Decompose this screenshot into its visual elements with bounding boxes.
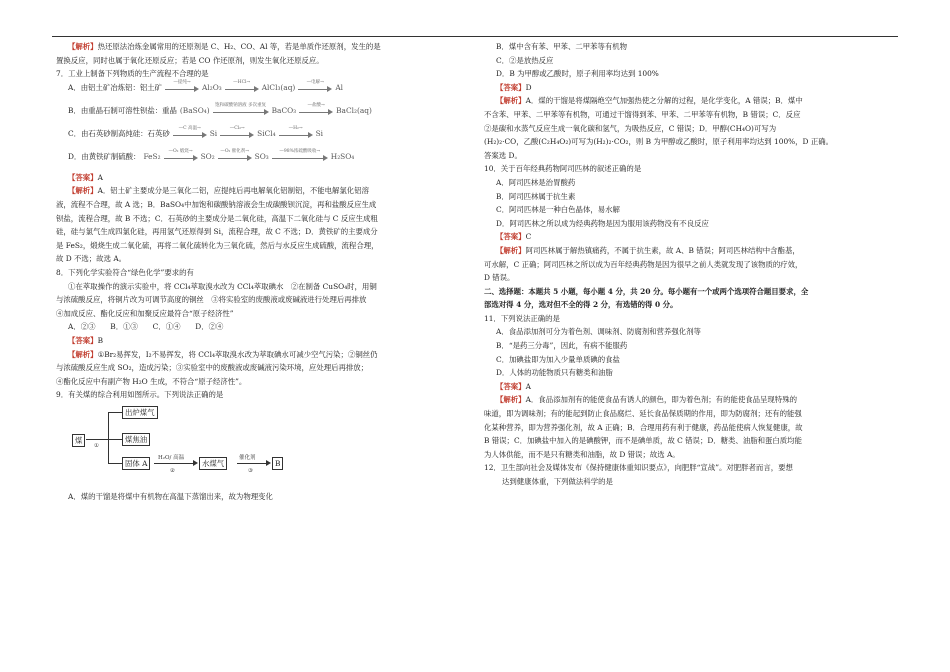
q7-option-a: A．由铝土矿冶炼铝：铝土矿 —提纯→ Al₂O₃ —HCl→ AlCl₃(aq) —电解→ Al xyxy=(68,79,344,92)
q11-analysis-line: 【解析】A．食品添加剂有的能使食品有诱人的颜色，即为着色剂；有的能使食品呈现特殊的 xyxy=(496,395,797,405)
question-8-stem: 8．下列化学实验符合“绿色化学”要求的有 xyxy=(56,267,194,277)
section-2-heading: 部选对得 4 分，选对但不全的得 2 分，有选错的得 0 分。 xyxy=(484,300,678,310)
q11-analysis-line: 化某种营养，即为营养强化剂，故 A 正确；B．合理用药有利于健康，药品能使病人恢复健康，故 xyxy=(484,422,803,432)
q9-option-a: A．煤的干馏是将煤中有机物在高温下蒸馏出来，故为物理变化 xyxy=(68,491,273,501)
water-gas-box: 水煤气 xyxy=(199,457,227,470)
reaction-arrow: —C 高温→ xyxy=(173,129,207,139)
reaction-arrow: —提纯→ xyxy=(165,83,199,93)
q9-option-b: B．煤中含有苯、甲苯、二甲苯等有机物 xyxy=(496,42,628,51)
q11-option-a: A．食品添加剂可分为着色剂、调味剂、防腐剂和营养强化剂等 xyxy=(496,327,701,337)
q9-answer: 【答案】D xyxy=(496,82,532,92)
arrow-head xyxy=(266,460,271,466)
reaction-arrow: —98%浓硫酸吸收→ xyxy=(272,152,328,162)
q8-options: A．②③ B．①③ C．①④ D．②④ xyxy=(68,322,224,332)
q10-option-a: A．阿司匹林是治胃酸药 xyxy=(496,177,576,187)
q7-analysis-line: 故 D 不选；故选 A。 xyxy=(56,254,127,264)
connector-line xyxy=(108,439,122,440)
q9-analysis-line: 答案选 D。 xyxy=(484,150,522,160)
q8-answer: 【答案】B xyxy=(68,335,104,345)
q11-analysis-line: 味道，即为调味剂；有的能起到防止食品腐烂、延长食品保质期的作用，即为防腐剂；还有的能强 xyxy=(484,409,802,419)
q9-analysis-line: (H₂)₂·CO，乙酸(C₂H₄O₂)可写为(H₂)₂·CO₂，则 B 为甲醇或乙酸时，原子利用率均达到 100%，D 正确。 xyxy=(484,137,834,147)
reaction-arrow: 饱和碳酸钠溶液 多次重复 xyxy=(213,106,269,116)
q9-analysis-line: 【解析】A．煤的干馏是将煤隔绝空气加强热使之分解的过程，是化学变化，A 错误；B．煤中 xyxy=(496,96,803,106)
q10-option-d: D．阿司匹林之所以成为经典药物是因为服用该药物没有不良反应 xyxy=(496,218,709,228)
q7-option-d: D．由黄铁矿制硫酸： FeS₂ —O₂ 煅烧→ SO₂ —O₂ 催化剂→ SO₃ —98%浓硫酸吸收→ H₂SO₄ xyxy=(68,148,355,161)
q7-analysis-line: 是 FeS₂，煅烧生成二氧化硫，再将二氧化硫转化为三氧化硫，然后与水反应生成硫酸，流程合理， xyxy=(56,240,379,250)
product-b-box: B xyxy=(272,457,283,470)
right-column xyxy=(484,40,860,489)
q11-analysis-line: 为人体供能，而不是只有糖类和油脂，故 D 错误；故选 A。 xyxy=(484,449,680,459)
question-11-stem: 11．下列说法正确的是 xyxy=(484,313,560,323)
arrow-head xyxy=(193,460,198,466)
question-9-stem: 9．有关煤的综合利用如图所示。下列说法正确的是 xyxy=(56,390,224,400)
solid-a-box: 固体 A xyxy=(122,457,150,470)
q9-option-d: D．B 为甲醇或乙酸时，原子利用率均达到 100% xyxy=(496,69,659,79)
reaction-arrow: —O₂ 催化剂→ xyxy=(218,152,252,162)
connector-line xyxy=(108,412,109,463)
q11-option-d: D．人体的功能物质只有糖类和油脂 xyxy=(496,368,613,378)
q6-analysis-line: 置换反应，同时也属于氧化还原反应；若是 CO 作还原剂，则发生氧化还原反应。 xyxy=(56,55,324,65)
q10-answer: 【答案】C xyxy=(496,232,532,242)
coal-tar-box: 煤焦油 xyxy=(122,433,150,446)
coal-box: 煤 xyxy=(72,434,85,447)
q7-analysis-line: 液，流程不合理，故 A 选；B．BaSO₄中加饱和碳酸钠溶液会生成碳酸钡沉淀，再和盐酸反应生成 xyxy=(56,199,377,209)
question-12-stem: 12．卫生部向社会及媒体发布《保持健康体重知识要点》，向肥胖“宣战”。对肥胖者而言，要想 xyxy=(484,463,793,473)
q7-option-c: C．由石英砂制高纯硅：石英砂 —C 高温→ Si —Cl₂→ SiCl₄ —H₂→ Si xyxy=(68,125,324,138)
q8-statement-line: 与浓硫酸反应，将铜片改为可调节高度的铜丝 ③将实验室的废酸液或废碱液进行处理后再排放 xyxy=(56,295,367,305)
q7-analysis-line: 硅，硅与氯气生成四氯化硅，再用氢气还原得到 Si，流程合理，故 C 不选；D．黄铁矿的主要成分 xyxy=(56,227,378,237)
question-12-stem: 达到健康体重，下列做法科学的是 xyxy=(502,477,613,486)
coal-utilization-diagram: 煤 ① 出炉煤气 煤焦油 固体 A H₂O/ 高温 ② 水煤气 催化剂 ③ B xyxy=(72,408,292,476)
connector-line xyxy=(108,412,122,413)
q10-analysis-line: D 错误。 xyxy=(484,273,515,283)
q9-analysis-line: ②是碳和水蒸气反应生成一氧化碳和氢气，为吸热反应，C 错误；D．甲醇(CH₄O)可写为 xyxy=(484,123,777,133)
q8-statement-line: ④加成反应、酯化反应和加聚反应最符合“原子经济性” xyxy=(56,308,234,318)
coke-gas-box: 出炉煤气 xyxy=(122,406,158,419)
q11-option-b: B．“是药三分毒”，因此，有病不能服药 xyxy=(496,341,628,351)
q10-analysis-line: 可水解，C 正确；阿司匹林之所以成为百年经典药物是因为很早之前人类就发现了该物质的疗效， xyxy=(484,259,803,269)
reaction-arrow: —Cl₂→ xyxy=(220,129,254,139)
question-7-stem: 7．工业上制备下列物质的生产流程不合理的是 xyxy=(56,69,209,79)
reaction-arrow: —电解→ xyxy=(298,83,332,93)
question-10-stem: 10．关于百年经典药物阿司匹林的叙述正确的是 xyxy=(484,164,642,174)
q10-option-c: C．阿司匹林是一种白色晶体，易水解 xyxy=(496,205,620,215)
q10-option-b: B．阿司匹林属于抗生素 xyxy=(496,191,576,201)
reaction-arrow: —HCl→ xyxy=(225,83,259,93)
header-rule xyxy=(52,36,898,37)
q8-statement-line: ①在萃取操作的演示实验中，将 CCl₄萃取溴水改为 CCl₄萃取碘水 ②在制备 CuSO₄时，用铜 xyxy=(68,281,377,291)
section-2-heading: 二、选择题：本题共 5 小题，每小题 4 分，共 20 分。每小题有一个或两个选项符合题目要求，全 xyxy=(484,286,809,296)
q9-option-c: C．②是放热反应 xyxy=(496,55,554,65)
analysis-tag: 【解析】 xyxy=(68,42,98,51)
q8-analysis-line: 【解析】①Br₂易挥发，I₂不易挥发，将 CCl₄萃取溴水改为萃取碘水可减少空气污染；②铜丝仍 xyxy=(68,349,378,359)
connector-line xyxy=(108,463,122,464)
q7-analysis-line: 钡盐，流程合理，故 B 不选；C．石英砂的主要成分是二氧化硅，高温下二氧化硅与 C 反应生成粗 xyxy=(56,213,378,223)
reaction-arrow: —H₂→ xyxy=(279,129,313,139)
q10-analysis-line: 【解析】阿司匹林属于解热镇痛药，不属于抗生素，故 A、B 错误；阿司匹林结构中含酯基， xyxy=(496,245,800,255)
q8-analysis-line: ④酯化反应中有副产物 H₂O 生成，不符合“原子经济性”。 xyxy=(56,376,247,386)
q6-analysis-line: 【解析】热还原法冶炼金属常用的还原剂是 C、H₂、CO、Al 等，若是单质作还原剂，发生的是 xyxy=(68,42,381,51)
q8-analysis-line: 与浓硫酸反应生成 SO₂，造成污染；③实验室中的废酸液或废碱液污染环境，应处理后再排放； xyxy=(56,363,369,373)
q11-analysis-line: B 错误；C．加碘盐中加入的是碘酸钾，而不是碘单质，故 C 错误；D．糖类、油脂和蛋白质均能 xyxy=(484,436,802,446)
q7-answer: 【答案】A xyxy=(68,172,103,182)
reaction-arrow: —O₂ 煅烧→ xyxy=(164,152,198,162)
reaction-arrow: —盐酸→ xyxy=(299,106,333,116)
q9-analysis-line: 不含苯、甲苯、二甲苯等有机物，可通过干馏得到苯、甲苯、二甲苯等有机物，B 错误；C．反应 xyxy=(484,109,801,119)
q11-option-c: C．加碘盐即为加入少量单质碘的食盐 xyxy=(496,354,620,364)
left-column xyxy=(56,40,436,503)
q7-analysis-line: 【解析】A．铝土矿主要成分是三氧化二铝，应提纯后再电解氧化铝制铝，不能电解氯化铝溶 xyxy=(68,186,369,196)
q7-option-b: B．由重晶石制可溶性钡盐：重晶 (BaSO₄) 饱和碳酸钠溶液 多次重复 BaCO₃ —盐酸→ BaCl₂(aq) xyxy=(68,102,372,115)
q11-answer: 【答案】A xyxy=(496,381,531,391)
